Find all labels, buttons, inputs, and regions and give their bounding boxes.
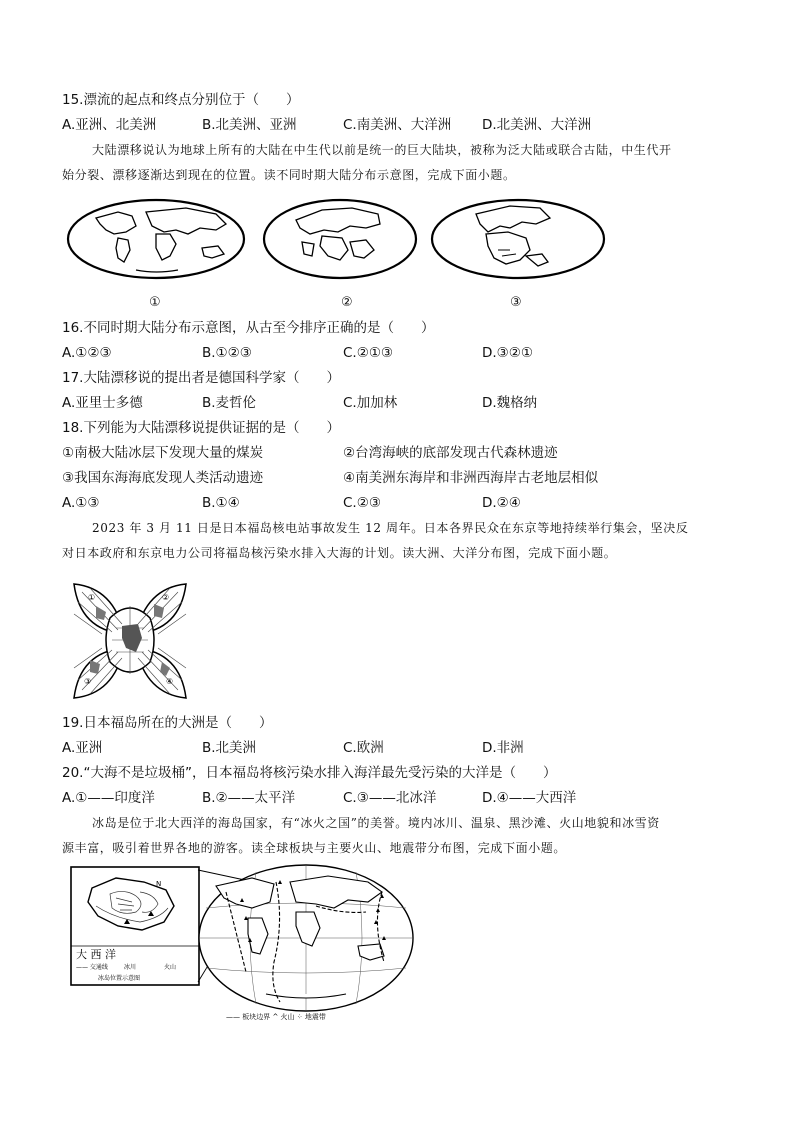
- q20-option-a: A.①——印度洋: [62, 790, 155, 806]
- q15-stem: 15.漂流的起点和终点分别位于（ ）: [62, 92, 300, 108]
- q16-option-b: B.①②③: [202, 345, 252, 361]
- q18-item-1: ①南极大陆冰层下发现大量的煤炭: [62, 445, 264, 461]
- map-caption-2: ②: [341, 295, 353, 310]
- q15-option-b: B.北美洲、亚洲: [202, 117, 297, 133]
- iceland-sea-label: 大 西 洋: [76, 948, 116, 961]
- q19-option-c: C.欧洲: [343, 740, 384, 756]
- q17-stem: 17.大陆漂移说的提出者是德国科学家（ ）: [62, 370, 340, 386]
- q19-option-a: A.亚洲: [62, 740, 103, 756]
- q16-option-a: A.①②③: [62, 345, 112, 361]
- continent-map-2: [262, 198, 418, 280]
- q17-option-d: D.魏格纳: [482, 395, 538, 411]
- svg-text:③: ③: [84, 677, 92, 686]
- q17-option-a: A.亚里士多德: [62, 395, 143, 411]
- svg-text:①: ①: [88, 593, 96, 602]
- q17-option-b: B.麦哲伦: [202, 395, 257, 411]
- intro-fukushima: [62, 516, 732, 566]
- q18-item-2: ②台湾海峡的底部发现古代森林遗迹: [343, 445, 558, 461]
- q20-option-b: B.②——太平洋: [202, 790, 296, 806]
- q20-option-d: D.④——大西洋: [482, 790, 577, 806]
- q18-option-b: B.①④: [202, 495, 240, 511]
- q18-item-3: ③我国东海海底发现人类活动遗迹: [62, 470, 264, 486]
- q20-stem: 20.“大海不是垃圾桶”，日本福岛将核污染水排入海洋最先受污染的大洋是（ ）: [62, 765, 557, 781]
- world-plate-map: [196, 862, 418, 1022]
- butterfly-projection-map: [66, 578, 194, 704]
- iceland-legend-volcano: 火山: [164, 964, 177, 971]
- q16-stem: 16.不同时期大陆分布示意图，从古至今排序正确的是（ ）: [62, 320, 435, 336]
- q19-stem: 19.日本福岛所在的大洲是（ ）: [62, 715, 273, 731]
- intro1-line2: 始分裂、漂移逐渐达到现在的位置。读不同时期大陆分布示意图，完成下面小题。: [62, 168, 516, 182]
- intro1-line1: 大陆漂移说认为地球上所有的大陆在中生代以前是统一的巨大陆块，被称为泛大陆或联合古陆，中生代开: [92, 143, 672, 157]
- iceland-map-title: 冰岛位置示意图: [98, 975, 141, 982]
- q18-item-4: ④南美洲东海岸和非洲西海岸古老地层相似: [343, 470, 599, 486]
- q16-option-d: D.③②①: [482, 345, 533, 361]
- continent-map-1: [66, 198, 246, 280]
- continent-map-3: [430, 198, 606, 280]
- map-caption-3: ③: [510, 295, 522, 310]
- intro-iceland: [62, 811, 732, 861]
- iceland-legend-glacier: 冰川: [124, 964, 137, 971]
- intro3-line1: 冰岛是位于北大西洋的海岛国家，有“冰火之国”的美誉。境内冰川、温泉、黑沙滩、火山地貌和冰雪资: [92, 816, 660, 830]
- svg-text:④: ④: [166, 677, 174, 686]
- q19-option-b: B.北美洲: [202, 740, 257, 756]
- intro-continental-drift: [62, 138, 732, 188]
- iceland-legend-road: —— 交通线: [76, 964, 108, 971]
- intro2-line2: 对日本政府和东京电力公司将福岛核污染水排入大海的计划。读大洲、大洋分布图，完成下面小题。: [62, 546, 617, 560]
- iceland-location-map: [70, 866, 200, 986]
- svg-text:②: ②: [162, 593, 170, 602]
- q18-option-c: C.②③: [343, 495, 381, 511]
- q15-option-d: D.北美洲、大洋洲: [482, 117, 592, 133]
- q18-option-a: A.①③: [62, 495, 100, 511]
- svg-text:N: N: [156, 880, 162, 888]
- q17-option-c: C.加加林: [343, 395, 398, 411]
- q19-option-d: D.非洲: [482, 740, 524, 756]
- world-map-legend: —— 板块边界 ^ 火山 ⁘ 地震带: [226, 1013, 326, 1021]
- q20-option-c: C.③——北冰洋: [343, 790, 437, 806]
- q15-option-a: A.亚洲、北美洲: [62, 117, 157, 133]
- q16-option-c: C.②①③: [343, 345, 394, 361]
- map-caption-1: ①: [149, 295, 161, 310]
- q18-option-d: D.②④: [482, 495, 521, 511]
- q18-stem: 18.下列能为大陆漂移说提供证据的是（ ）: [62, 420, 340, 436]
- intro3-line2: 源丰富，吸引着世界各地的游客。读全球板块与主要火山、地震带分布图，完成下面小题。: [62, 841, 567, 855]
- intro2-line1: 2023 年 3 月 11 日是日本福岛核电站事故发生 12 周年。日本各界民众在东京等地持续举行集会，坚决反: [92, 521, 689, 535]
- q15-option-c: C.南美洲、大洋洲: [343, 117, 452, 133]
